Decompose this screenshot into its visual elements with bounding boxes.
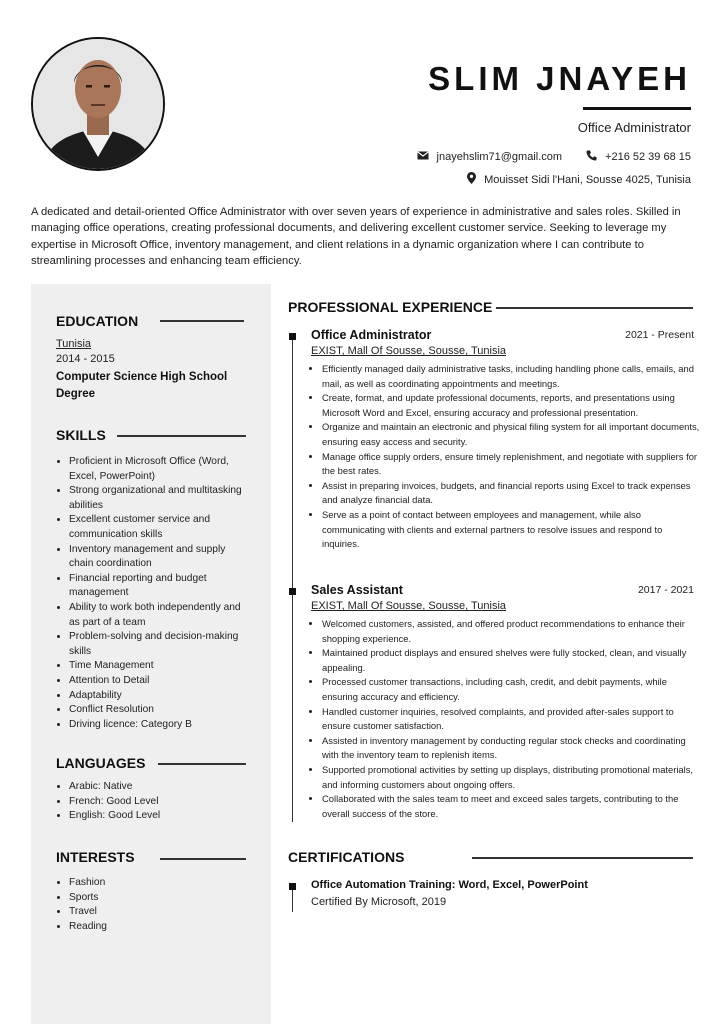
education-degree: Computer Science High School Degree [56,371,228,400]
language-item: • Arabic: Native [69,780,249,795]
education-years: 2014 - 2015 [56,353,115,365]
interest-item: • Sports [69,891,249,906]
education-heading: EDUCATION [56,313,139,329]
job-duties-list [311,617,702,821]
job-duty: • Maintained product displays and ensured shelves were fully stocked, clean, and visually appealing. [322,646,702,675]
job-duty: • Assisted in inventory management by conducting regular stock checks and coordinating with the inventory team to replenish items. [322,734,702,763]
languages-list [56,780,249,824]
skills-list [56,455,249,732]
certifications-heading: CERTIFICATIONS [288,849,405,865]
skill-item: • Financial reporting and budget management [69,572,249,601]
job-duty: • Serve as a point of contact between employees and management, while also communicating with clients and external partners to resolve issues and respond to inquiries. [322,508,702,552]
interests-list [56,876,249,934]
skill-item: • Attention to Detail [69,674,249,689]
job-title: Office Administrator [311,328,432,342]
language-item: • French: Good Level [69,795,249,810]
job-duty: • Organize and maintain an electronic and physical filing system for all important documents, ensuring easy access and security. [322,420,702,449]
skill-item: • Proficient in Microsoft Office (Word, Excel, PowerPoint) [69,455,249,484]
languages-heading-rule [158,763,246,765]
skill-item: • Adaptability [69,689,249,704]
certifications-heading-rule [472,857,693,859]
job-dates: 2017 - 2021 [637,584,694,596]
envelope-icon [417,151,429,163]
phone-icon [586,150,597,164]
candidate-title: Office Administrator [577,120,691,135]
languages-heading: LANGUAGES [56,755,146,771]
job-duty: • Handled customer inquiries, resolved complaints, and provided after-sales support to ensure customer satisfaction. [322,705,702,734]
interest-item: • Travel [69,905,249,920]
job-duties-list [311,362,702,552]
skill-item: • Time Management [69,659,249,674]
email-text[interactable]: jnayehslim71@gmail.com [436,151,563,163]
skill-item: • Excellent customer service and communication skills [69,513,249,542]
profile-photo-illustration [33,39,163,169]
skill-item: • Conflict Resolution [69,703,249,718]
job-company: EXIST, Mall Of Sousse, Sousse, Tunisia [311,345,507,357]
certification-issuer: Certified By Microsoft, 2019 [311,896,447,908]
contact-row-address [467,172,691,187]
skill-item: • Ability to work both independently and as part of a team [69,601,249,630]
certification-name: Office Automation Training: Word, Excel, PowerPoint [311,879,588,891]
job-title: Sales Assistant [311,583,403,597]
contact-row-email-phone [417,150,691,164]
education-heading-rule [160,320,244,322]
timeline-marker [289,588,296,595]
experience-heading-rule [496,307,693,309]
skill-item: • Strong organizational and multitasking abilities [69,484,249,513]
phone-text[interactable]: +216 52 39 68 15 [605,151,691,163]
profile-summary: A dedicated and detail-oriented Office Administrator with over seven years of experience in administrative and sales roles. Skilled in managing office operations, creating professional documents, and delivering excellent customer service. Seeking to leverage my expertise in Microsoft Office, inventory management, and client relations in a dynamic organization where I can contribute to streamlining processes and enhancing team efficiency. [31,206,681,268]
skill-item: • Driving licence: Category B [69,718,249,733]
experience-timeline [292,336,293,822]
skill-item: • Inventory management and supply chain coordination [69,543,249,572]
candidate-name: SLIM JNAYEH [428,60,691,97]
education-country: Tunisia [56,338,92,350]
interests-heading: INTERESTS [56,849,135,865]
job-duty: • Efficiently managed daily administrative tasks, including handling phone calls, emails, and mail, as well as coordinating appointments and meetings. [322,362,702,391]
skills-heading: SKILLS [56,427,106,443]
name-underline [583,107,691,110]
job-company: EXIST, Mall Of Sousse, Sousse, Tunisia [311,600,507,612]
job-duty: • Manage office supply orders, ensure timely replenishment, and negotiate with suppliers for the best rates. [322,450,702,479]
interest-item: • Reading [69,920,249,935]
skill-item: • Problem-solving and decision-making skills [69,630,249,659]
language-item: • English: Good Level [69,809,249,824]
job-duty: • Welcomed customers, assisted, and offered product recommendations to enhance their shopping experience. [322,617,702,646]
job-duty: • Collaborated with the sales team to meet and exceed sales targets, contributing to the overall success of the store. [322,792,702,821]
interest-item: • Fashion [69,876,249,891]
job-duty: • Supported promotional activities by setting up displays, distributing promotional materials, and informing customers about ongoing offers. [322,763,702,792]
job-duty: • Create, format, and update professional documents, reports, and presentations using Microsoft Word and Excel, ensuring accuracy and professional presentation. [322,391,702,420]
address-text: Mouisset Sidi l'Hani, Sousse 4025, Tunisia [484,173,691,186]
job-duty: • Assist in preparing invoices, budgets, and financial reports using Excel to track expenses and analyze financial data. [322,479,702,508]
job-duty: • Processed customer transactions, including cash, credit, and debit payments, while ensuring accuracy and efficiency. [322,675,702,704]
profile-photo [31,37,165,171]
job-dates: 2021 - Present [625,329,694,341]
timeline-marker [289,883,296,890]
interests-heading-rule [160,858,246,860]
skills-heading-rule [117,435,246,437]
timeline-marker [289,333,296,340]
location-pin-icon [467,172,476,187]
experience-heading: PROFESSIONAL EXPERIENCE [288,299,493,315]
